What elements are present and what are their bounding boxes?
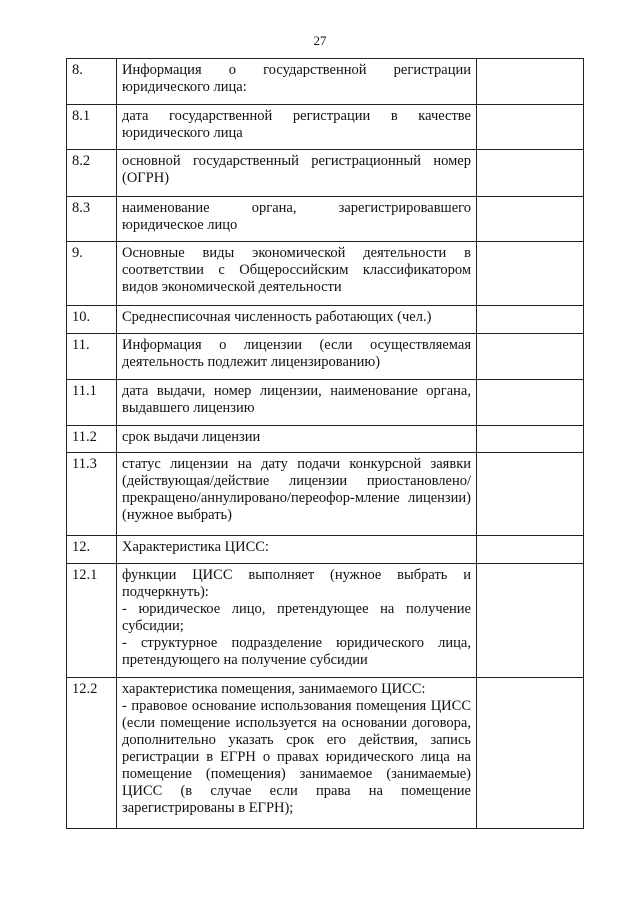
description-line: Характеристика ЦИСС: [122,539,269,555]
description-line: - структурное подразделение юридического лица, претендующего на получение субсидии [122,635,471,668]
item-description [117,536,477,564]
table-row [67,426,584,453]
item-number: 11.2 [67,426,117,453]
value-cell[interactable] [477,334,584,380]
description-line: Информация о государственной регистрации юридического лица: [122,62,471,95]
table-row [67,334,584,380]
item-description [117,334,477,380]
item-number: 12.2 [67,678,117,829]
table-row [67,306,584,334]
item-number: 10. [67,306,117,334]
item-description [117,306,477,334]
item-number: 11.1 [67,380,117,426]
table-row [67,105,584,150]
value-cell[interactable] [477,242,584,306]
item-number: 8.3 [67,197,117,242]
table-row [67,453,584,536]
item-description [117,380,477,426]
value-cell[interactable] [477,426,584,453]
page-number: 27 [313,33,327,48]
description-line: Информация о лицензии (если осуществляемая деятельность подлежит лицензированию) [122,337,471,370]
table-row [67,536,584,564]
description-line: дата государственной регистрации в качестве юридического лица [122,108,471,141]
description-line: дата выдачи, номер лицензии, наименование органа, выдавшего лицензию [122,383,471,416]
description-line: - правовое основание использования помещения ЦИСС (если помещение используется на основании договора, дополнительно указать срок его действия, запись регистрации в ЕГРН о правах юридического лица на помещение (помещения) занимаемое (занимаемые) ЦИСС (в случае если права на помещение зарегистрированы в ЕГРН); [122,698,471,816]
item-number: 9. [67,242,117,306]
table-row [67,197,584,242]
item-number: 8.1 [67,105,117,150]
item-number: 11. [67,334,117,380]
value-cell[interactable] [477,564,584,678]
description-line: срок выдачи лицензии [122,429,261,445]
item-description [117,197,477,242]
item-description [117,426,477,453]
item-number: 12. [67,536,117,564]
description-line: функции ЦИСС выполняет (нужное выбрать и подчеркнуть): [122,567,471,600]
value-cell[interactable] [477,306,584,334]
description-line: Среднесписочная численность работающих (чел.) [122,309,432,325]
value-cell[interactable] [477,59,584,105]
item-number: 11.3 [67,453,117,536]
form-table-body [67,59,584,829]
description-line: - юридическое лицо, претендующее на получение субсидии; [122,601,471,634]
table-row [67,150,584,197]
item-number: 8. [67,59,117,105]
description-line: статус лицензии на дату подачи конкурсной заявки (действующая/действие лицензии приостановлено/прекращено/аннулировано/переофор-мление лицензии) (нужное выбрать) [122,456,471,523]
table-row [67,242,584,306]
description-line: характеристика помещения, занимаемого ЦИСС: [122,681,426,697]
table-row [67,564,584,678]
application-form-table [66,58,584,829]
value-cell[interactable] [477,150,584,197]
item-description [117,564,477,678]
table-row [67,380,584,426]
item-description [117,678,477,829]
value-cell[interactable] [477,105,584,150]
item-description [117,242,477,306]
item-number: 12.1 [67,564,117,678]
item-description [117,59,477,105]
value-cell[interactable] [477,197,584,242]
value-cell[interactable] [477,453,584,536]
table-row [67,59,584,105]
item-description [117,105,477,150]
description-line: Основные виды экономической деятельности в соответствии с Общероссийским классификатором видов экономической деятельности [122,245,471,295]
value-cell[interactable] [477,380,584,426]
item-number: 8.2 [67,150,117,197]
value-cell[interactable] [477,536,584,564]
value-cell[interactable] [477,678,584,829]
description-line: основной государственный регистрационный номер (ОГРН) [122,153,471,186]
item-description [117,150,477,197]
item-description [117,453,477,536]
description-line: наименование органа, зарегистрировавшего юридическое лицо [122,200,471,233]
table-row [67,678,584,829]
